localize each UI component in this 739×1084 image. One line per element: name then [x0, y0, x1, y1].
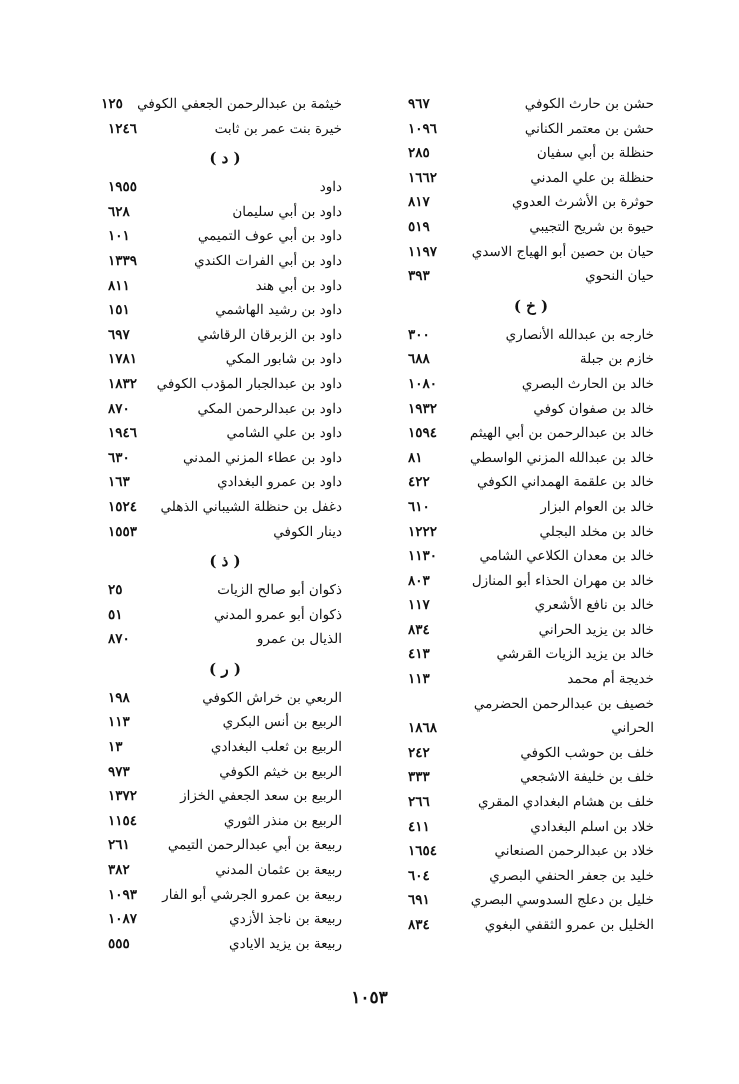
index-entry	[408, 765, 654, 790]
entry-name: داود بن علي الشامي	[226, 425, 342, 442]
index-entry	[408, 323, 654, 348]
index-entry	[408, 215, 654, 240]
entry-name: الذيال بن عمرو	[256, 631, 342, 648]
entry-name: ذكوان أبو عمرو المدني	[213, 606, 342, 623]
index-entry	[108, 397, 342, 422]
entry-name: خالد بن يزيد الزيات القرشي	[496, 646, 654, 663]
entry-name: خلاد بن عبدالرحمن الصنعاني	[494, 843, 654, 860]
index-entry	[108, 603, 342, 628]
entry-number: ١٥٥٣	[108, 523, 138, 540]
entry-number: ١٨٦٨	[408, 720, 438, 737]
index-entry	[108, 200, 342, 225]
right-column	[408, 92, 654, 938]
index-entry	[408, 642, 654, 667]
entry-number: ٢٦١	[108, 837, 130, 854]
index-entry	[408, 913, 654, 938]
entry-number: ٢٤٢	[408, 744, 430, 761]
index-entry	[408, 888, 654, 913]
entry-number: ٦٨٨	[408, 351, 430, 368]
entry-name: خالد بن عبدالرحمن بن أبي الهيثم	[469, 425, 654, 442]
index-entry	[108, 735, 342, 760]
entry-number: ٤١٣	[408, 646, 430, 663]
index-entry	[108, 175, 342, 200]
index-entry	[108, 446, 342, 471]
entry-number: ١٠١	[108, 228, 130, 245]
entry-name: الربيع بن ثعلب البغدادي	[210, 739, 342, 756]
entry-number: ١٣	[108, 739, 123, 756]
entry-name: خلاد بن اسلم البغدادي	[530, 818, 654, 835]
entry-number: ١١٥٤	[108, 812, 138, 829]
entry-number: ١٩٣٢	[408, 400, 438, 417]
index-entry	[108, 249, 342, 274]
index-entry	[408, 815, 654, 840]
entry-number: ٣٨٢	[108, 862, 130, 879]
entry-number: ١٥٢٤	[108, 498, 138, 515]
entry-number: ١١٧	[408, 597, 430, 614]
entry-name: ربيعة بن عثمان المدني	[215, 862, 342, 879]
index-entry	[408, 839, 654, 864]
index-entry	[408, 790, 654, 815]
index-entry	[101, 92, 342, 117]
entry-name: خالد بن نافع الأشعري	[534, 597, 654, 614]
entry-number: ١١٣٠	[408, 548, 438, 565]
index-entry	[108, 117, 342, 142]
entry-number: ٣٩٣	[408, 268, 430, 285]
page-number: ١٠٥٣	[351, 988, 388, 1008]
entry-name: خالد بن معدان الكلاعي الشامي	[479, 548, 654, 565]
entry-name: خالد بن مخلد البجلي	[539, 523, 654, 540]
entry-name: الربيع بن سعد الجعفي الخزاز	[180, 788, 342, 805]
entry-number: ١٠٨٧	[108, 911, 138, 928]
section-heading: ( ر )	[209, 659, 241, 678]
entry-number: ١٢٢٢	[408, 523, 438, 540]
entry-number: ٥١٩	[408, 218, 430, 235]
index-entry	[408, 520, 654, 545]
index-entry	[108, 520, 342, 545]
entry-name: الحراني	[611, 720, 654, 737]
index-entry	[408, 470, 654, 495]
index-entry	[108, 883, 342, 908]
entry-name: خلف بن خليفة الاشجعي	[520, 769, 654, 786]
section-heading: ( ذ )	[209, 552, 241, 571]
entry-name: الربعي بن خراش الكوفي	[202, 689, 342, 706]
entry-name: ربيعة بن يزيد الايادي	[229, 935, 342, 952]
entry-name: خيثمة بن عبدالرحمن الجعفي الكوفي	[137, 96, 342, 112]
entry-name: داود بن الزبرقان الرقاشي	[197, 326, 342, 343]
entry-name: حشن بن حارث الكوفي	[524, 96, 654, 112]
entry-name: داود بن أبي سليمان	[232, 203, 342, 220]
index-entry	[408, 618, 654, 643]
entry-name: دغفل بن حنظلة الشيباني الذهلي	[160, 498, 342, 515]
entry-number: ٨٧٠	[108, 400, 130, 417]
entry-number: ١٠٩٣	[108, 886, 138, 903]
index-entry	[408, 397, 654, 422]
entry-name: ذكوان أبو صالح الزيات	[217, 582, 342, 599]
section-heading: ( خ )	[513, 296, 549, 315]
entry-name: خصيف بن عبدالرحمن الحضرمي	[473, 695, 654, 712]
index-entry	[408, 240, 654, 265]
entry-name: خلف بن هشام البغدادي المقري	[477, 794, 654, 811]
entry-number: ٢٦٦	[408, 794, 430, 811]
entry-name: داود بن أبي عوف التميمي	[197, 228, 342, 245]
index-entry	[108, 710, 342, 735]
entry-name: خالد بن علقمة الهمداني الكوفي	[477, 474, 654, 491]
entry-number: ١١٣	[108, 714, 130, 731]
entry-number: ١٧٨١	[108, 351, 138, 368]
entry-name: داود بن عبدالجبار المؤدب الكوفي	[156, 375, 342, 392]
entry-name: ربيعة بن عمرو الجرشي أبو الفار	[162, 886, 342, 903]
index-entry	[108, 760, 342, 785]
entry-name: خالد بن عبدالله المزني الواسطي	[470, 449, 654, 466]
entry-number: ١٠٩٦	[408, 120, 438, 137]
entry-number: ٥١	[108, 606, 123, 623]
left-column	[101, 92, 342, 956]
index-entry	[408, 716, 654, 741]
entry-name: خليل بن دعلج السدوسي البصري	[470, 892, 654, 909]
entry-number: ٦٣٠	[108, 449, 130, 466]
entry-number: ١٨٣٢	[108, 375, 138, 392]
index-entry	[408, 864, 654, 889]
entry-name: حيان بن حصين أبو الهياج الاسدي	[471, 243, 654, 260]
entry-number: ٤٢٢	[408, 474, 430, 491]
entry-name: حنظلة بن علي المدني	[530, 169, 654, 186]
index-entry	[108, 627, 342, 652]
index-entry	[108, 784, 342, 809]
entry-number: ١٠٨٠	[408, 375, 438, 392]
index-entry	[108, 372, 342, 397]
entry-name: خليد بن جعفر الحنفي البصري	[489, 867, 654, 884]
entry-name: ربيعة بن أبي عبدالرحمن التيمي	[167, 837, 342, 854]
index-entry	[408, 667, 654, 692]
index-entry	[108, 858, 342, 883]
entry-name: الخليل بن عمرو الثقفي البغوي	[484, 917, 654, 933]
index-entry	[408, 692, 654, 717]
entry-name: الربيع بن أنس البكري	[222, 714, 342, 731]
entry-name: الربيع بن منذر الثوري	[223, 812, 342, 829]
entry-name: خالد بن العوام البزار	[540, 498, 654, 515]
index-entry	[408, 166, 654, 191]
entry-name: داود	[319, 179, 342, 196]
entry-name: داود بن رشيد الهاشمي	[215, 302, 342, 319]
entry-name: خديجة أم محمد	[567, 671, 654, 688]
entry-name: حشن بن معتمر الكناني	[524, 120, 654, 137]
entry-number: ٨١٧	[408, 194, 430, 211]
entry-number: ٣٣٣	[408, 769, 430, 786]
index-entry	[108, 809, 342, 834]
entry-name: خيرة بنت عمر بن ثابت	[214, 120, 342, 137]
entry-name: حوثرة بن الأشرث العدوي	[512, 194, 654, 211]
entry-number: ١٩٥٥	[108, 179, 138, 196]
entry-number: ١٦٦٢	[408, 169, 438, 186]
entry-name: خلف بن حوشب الكوفي	[520, 744, 654, 761]
index-entry	[108, 470, 342, 495]
entry-number: ١٣٧٢	[108, 788, 138, 805]
index-entry	[108, 421, 342, 446]
entry-name: خالد بن مهران الحذاء أبو المنازل	[471, 572, 654, 589]
entry-name: داود بن أبي الفرات الكندي	[194, 252, 342, 269]
index-entry	[408, 569, 654, 594]
entry-number: ١٥٩٤	[408, 425, 438, 442]
index-entry	[108, 578, 342, 603]
entry-name: حيوة بن شريح التجيبي	[529, 218, 654, 235]
index-entry	[408, 264, 654, 289]
index-entry	[408, 741, 654, 766]
entry-number: ٦٠٤	[408, 867, 430, 884]
index-entry	[408, 446, 654, 471]
entry-number: ١٥١	[108, 302, 130, 319]
entry-name: خالد بن صفوان كوفي	[533, 400, 654, 417]
entry-name: داود بن عطاء المزني المدني	[183, 449, 342, 466]
index-entry	[408, 92, 654, 117]
entry-name: حنظلة بن أبي سفيان	[536, 145, 654, 162]
index-entry	[108, 274, 342, 299]
index-entry	[408, 593, 654, 618]
entry-name: الربيع بن خيثم الكوفي	[219, 763, 342, 780]
entry-name: داود بن أبي هند	[255, 277, 342, 294]
index-entry	[408, 544, 654, 569]
entry-number: ٨٣٤	[408, 621, 430, 638]
index-entry	[108, 224, 342, 249]
entry-number: ١١٣	[408, 671, 430, 688]
index-entry	[108, 495, 342, 520]
entry-number: ١٢٥	[101, 96, 123, 112]
entry-number: ٨٧٠	[108, 631, 130, 648]
entry-number: ٩٦٧	[408, 96, 430, 112]
entry-number: ١٩٤٦	[108, 425, 138, 442]
index-entry	[408, 421, 654, 446]
entry-name: خارجه بن عبدالله الأنصاري	[505, 326, 654, 343]
entry-number: ٨٣٤	[408, 917, 430, 933]
entry-number: ٢٥	[108, 582, 123, 599]
index-entry	[408, 347, 654, 372]
entry-name: حيان النحوي	[585, 268, 654, 285]
entry-number: ١٦٥٤	[408, 843, 438, 860]
entry-name: ربيعة بن ناجذ الأزدي	[229, 911, 342, 928]
entry-number: ٦٩٧	[108, 326, 130, 343]
entry-number: ٣٠٠	[408, 326, 430, 343]
entry-number: ٨١	[408, 449, 423, 466]
index-entry	[408, 190, 654, 215]
entry-number: ١٩٨	[108, 689, 130, 706]
entry-number: ٦٩١	[408, 892, 430, 909]
entry-number: ٤١١	[408, 818, 430, 835]
entry-name: خالد بن يزيد الحراني	[538, 621, 654, 638]
entry-name: داود بن عبدالرحمن المكي	[197, 400, 342, 417]
entry-number: ٦٢٨	[108, 203, 130, 220]
section-heading: ( د )	[209, 149, 241, 168]
entry-number: ١٢٤٦	[108, 120, 138, 137]
index-entry	[108, 686, 342, 711]
entry-name: داود بن عمرو البغدادي	[217, 474, 342, 491]
index-entry	[108, 298, 342, 323]
index-entry	[108, 323, 342, 348]
index-entry	[108, 833, 342, 858]
entry-name: خازم بن جبلة	[579, 351, 654, 368]
index-entry	[108, 347, 342, 372]
index-entry	[408, 117, 654, 142]
entry-number: ٦١٠	[408, 498, 430, 515]
entry-number: ١١٩٧	[408, 243, 438, 260]
index-entry	[108, 907, 342, 932]
entry-number: ١٣٣٩	[108, 252, 138, 269]
entry-number: ١٦٣	[108, 474, 130, 491]
index-entry	[408, 141, 654, 166]
entry-number: ٢٨٥	[408, 145, 430, 162]
entry-number: ٨١١	[108, 277, 130, 294]
entry-name: داود بن شابور المكي	[225, 351, 342, 368]
entry-number: ٥٥٥	[108, 935, 130, 952]
entry-number: ٩٧٣	[108, 763, 130, 780]
index-entry	[108, 932, 342, 957]
entry-name: خالد بن الحارث البصري	[521, 375, 654, 392]
entry-name: دينار الكوفي	[273, 523, 342, 540]
entry-number: ٨٠٣	[408, 572, 430, 589]
index-entry	[408, 372, 654, 397]
index-entry	[408, 495, 654, 520]
